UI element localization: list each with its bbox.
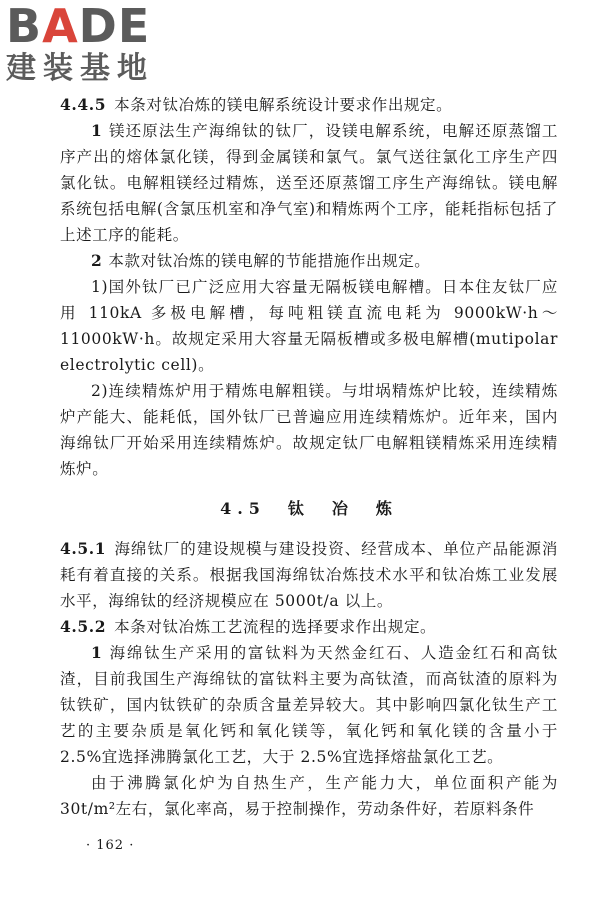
item-text: 本款对钛冶炼的镁电解的节能措施作出规定。 — [108, 252, 431, 270]
clause-4-5-2-paragraph: 由于沸腾氯化炉为自热生产，生产能力大，单位面积产能为 30t/m²左右，氯化率高，易于控制操作，劳动条件好，若原料条件 — [60, 774, 558, 818]
logo-subtitle: 建装基地 — [6, 51, 154, 86]
item-number: 2 — [91, 251, 103, 270]
clause-4-4-5 — [60, 92, 558, 118]
clause-4-5-2-item-1 — [60, 640, 558, 770]
item-text: 镁还原法生产海绵钛的钛厂，设镁电解系统，电解还原蒸馏工序产出的熔体氯化镁，得到金属镁和氯气。氯气送往氯化工序生产四氯化钛。电解粗镁经过精炼，送至还原蒸馏工序生产海绵钛。镁电解系统包括电解(含氯压机室和净气室)和精炼两个工序，能耗指标包括了上述工序的能耗。 — [60, 122, 558, 244]
clause-number: 4.4.5 — [60, 95, 107, 114]
watermark-logo — [6, 2, 182, 90]
clause-4-4-5-item-2-sub-2: 2)连续精炼炉用于精炼电解粗镁。与坩埚精炼炉比较，连续精炼炉产能大、能耗低，国外钛厂已普遍应用连续精炼炉。近年来，国内海绵钛厂开始采用连续精炼炉。故规定钛厂电解粗镁精炼采用连续精炼炉。 — [60, 382, 558, 478]
item-text: 海绵钛生产采用的富钛料为天然金红石、人造金红石和高钛渣，目前我国生产海绵钛的富钛料主要为高钛渣，而高钛渣的原料为钛铁矿，国内钛铁矿的杂质含量差异较大。其中影响四氯化钛生产工艺的主要杂质是氧化钙和氧化镁等，氧化钙和氧化镁的含量小于 2.5%宜选择沸腾氯化工艺，大于 2.5%宜选择熔盐氯化工艺。 — [60, 644, 558, 766]
page-number: · 162 · — [86, 838, 135, 853]
clause-text: 本条对钛冶炼的镁电解系统设计要求作出规定。 — [114, 96, 453, 114]
item-number: 1 — [91, 643, 103, 662]
body-text — [60, 92, 558, 822]
logo-wordmark: BADE — [6, 0, 151, 53]
clause-4-5-1 — [60, 536, 558, 614]
clause-text: 海绵钛厂的建设规模与建设投资、经营成本、单位产品能源消耗有着直接的关系。根据我国海绵钛冶炼技术水平和钛冶炼工业发展水平，海绵钛的经济规模应在 5000t/a 以上。 — [60, 540, 558, 610]
item-number: 1 — [91, 121, 103, 140]
clause-4-4-5-item-2 — [60, 248, 558, 274]
logo-accent-letter: A — [42, 0, 79, 53]
clause-text: 本条对钛冶炼工艺流程的选择要求作出规定。 — [114, 618, 437, 636]
clause-4-4-5-item-1 — [60, 118, 558, 248]
clause-number: 4.5.1 — [60, 539, 107, 558]
clause-4-5-2 — [60, 614, 558, 640]
section-heading: 4.5 钛 冶 炼 — [220, 499, 398, 518]
clause-number: 4.5.2 — [60, 617, 107, 636]
clause-4-4-5-item-2-sub-1: 1)国外钛厂已广泛应用大容量无隔板镁电解槽。日本住友钛厂应用 110kA 多极电解槽，每吨粗镁直流电耗为 9000kW·h～11000kW·h。故规定采用大容量无隔板槽或多极电解槽(mutipolar electrolytic cell)。 — [60, 278, 558, 374]
